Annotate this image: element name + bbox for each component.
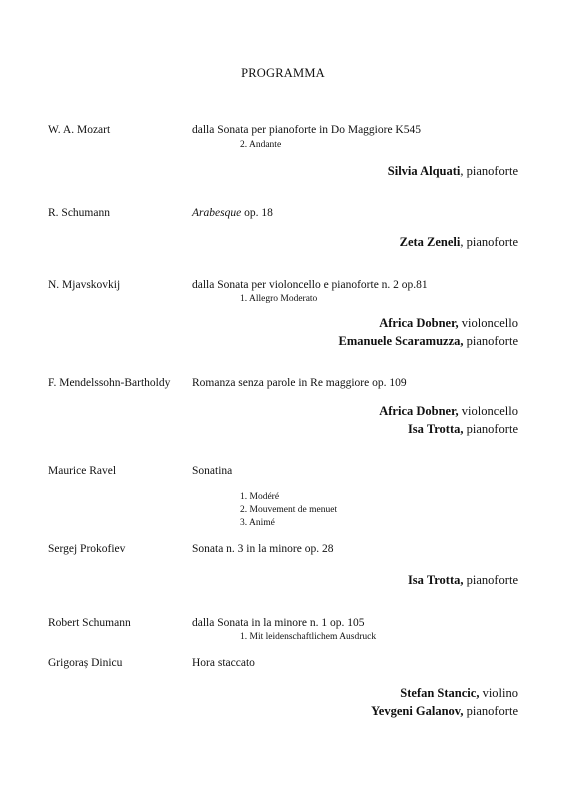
performer-name: Africa Dobner,	[379, 404, 459, 418]
performer-line	[408, 422, 518, 437]
composer-mjavskovkij: N. Mjavskovkij	[48, 279, 121, 291]
performer-name: Africa Dobner,	[379, 316, 459, 330]
performer-instrument: pianoforte	[463, 334, 518, 348]
performer-name: Isa Trotta,	[407, 573, 464, 587]
performer-name: Stefan Stancic,	[400, 686, 480, 700]
movement-ravel-1: 1. Modéré	[240, 492, 280, 502]
piece-opus: op. 18	[241, 207, 273, 219]
performer-name: Silvia Alquati	[387, 164, 461, 178]
performer-line	[379, 404, 518, 419]
performer-name: Zeta Zeneli	[399, 235, 461, 249]
composer-dinicu: Grigoraș Dinicu	[48, 657, 123, 669]
piece-mjavskovkij: dalla Sonata per violoncello e pianoforte n. 2 op.81	[192, 279, 428, 291]
performer-name: Yevgeni Galanov,	[371, 704, 464, 718]
movement-mjavskovkij-1: 1. Allegro Moderato	[240, 294, 318, 304]
piece-prokofiev: Sonata n. 3 in la minore op. 28	[192, 543, 334, 555]
performer-instrument: pianoforte	[463, 704, 518, 718]
composer-prokofiev: Sergej Prokofiev	[48, 543, 126, 555]
performer-line	[379, 316, 518, 331]
piece-ravel: Sonatina	[192, 465, 233, 477]
performer-line	[400, 686, 518, 701]
performer-name: Isa Trotta,	[407, 422, 464, 436]
piece-mendelssohn: Romanza senza parole in Re maggiore op. 109	[192, 377, 407, 389]
movement-robert-schumann-1: 1. Mit leidenschaftlichem Ausdruck	[240, 632, 377, 642]
movement-ravel-3: 3. Animé	[240, 518, 275, 528]
performer-instrument: violoncello	[458, 316, 518, 330]
performer-instrument: pianoforte	[463, 573, 518, 587]
performer-line	[371, 704, 518, 719]
piece-dinicu: Hora staccato	[192, 657, 255, 669]
composer-ravel: Maurice Ravel	[48, 465, 117, 477]
performer-instrument: pianoforte	[463, 422, 518, 436]
performer-instrument: violoncello	[458, 404, 518, 418]
movement-ravel-2: 2. Mouvement de menuet	[240, 505, 338, 515]
piece-robert-schumann: dalla Sonata in la minore n. 1 op. 105	[192, 617, 365, 629]
performer-name: Emanuele Scaramuzza,	[338, 334, 464, 348]
composer-schumann: R. Schumann	[48, 207, 110, 219]
composer-robert-schumann: Robert Schumann	[48, 617, 131, 629]
piece-schumann-arabesque	[192, 207, 273, 219]
performer-instrument: , pianoforte	[460, 164, 518, 178]
performer-line	[400, 235, 518, 250]
page-title: PROGRAMMA	[241, 66, 325, 80]
performer-line	[388, 164, 518, 179]
piece-mozart: dalla Sonata per pianoforte in Do Maggiore K545	[192, 124, 421, 136]
movement-mozart-1: 2. Andante	[240, 140, 282, 150]
piece-title-italic: Arabesque	[192, 207, 242, 219]
performer-line	[408, 573, 518, 588]
performer-instrument: , pianoforte	[460, 235, 518, 249]
performer-instrument: violino	[479, 686, 518, 700]
performer-line	[339, 334, 518, 349]
composer-mendelssohn: F. Mendelssohn-Bartholdy	[48, 377, 171, 389]
composer-mozart: W. A. Mozart	[48, 124, 111, 136]
